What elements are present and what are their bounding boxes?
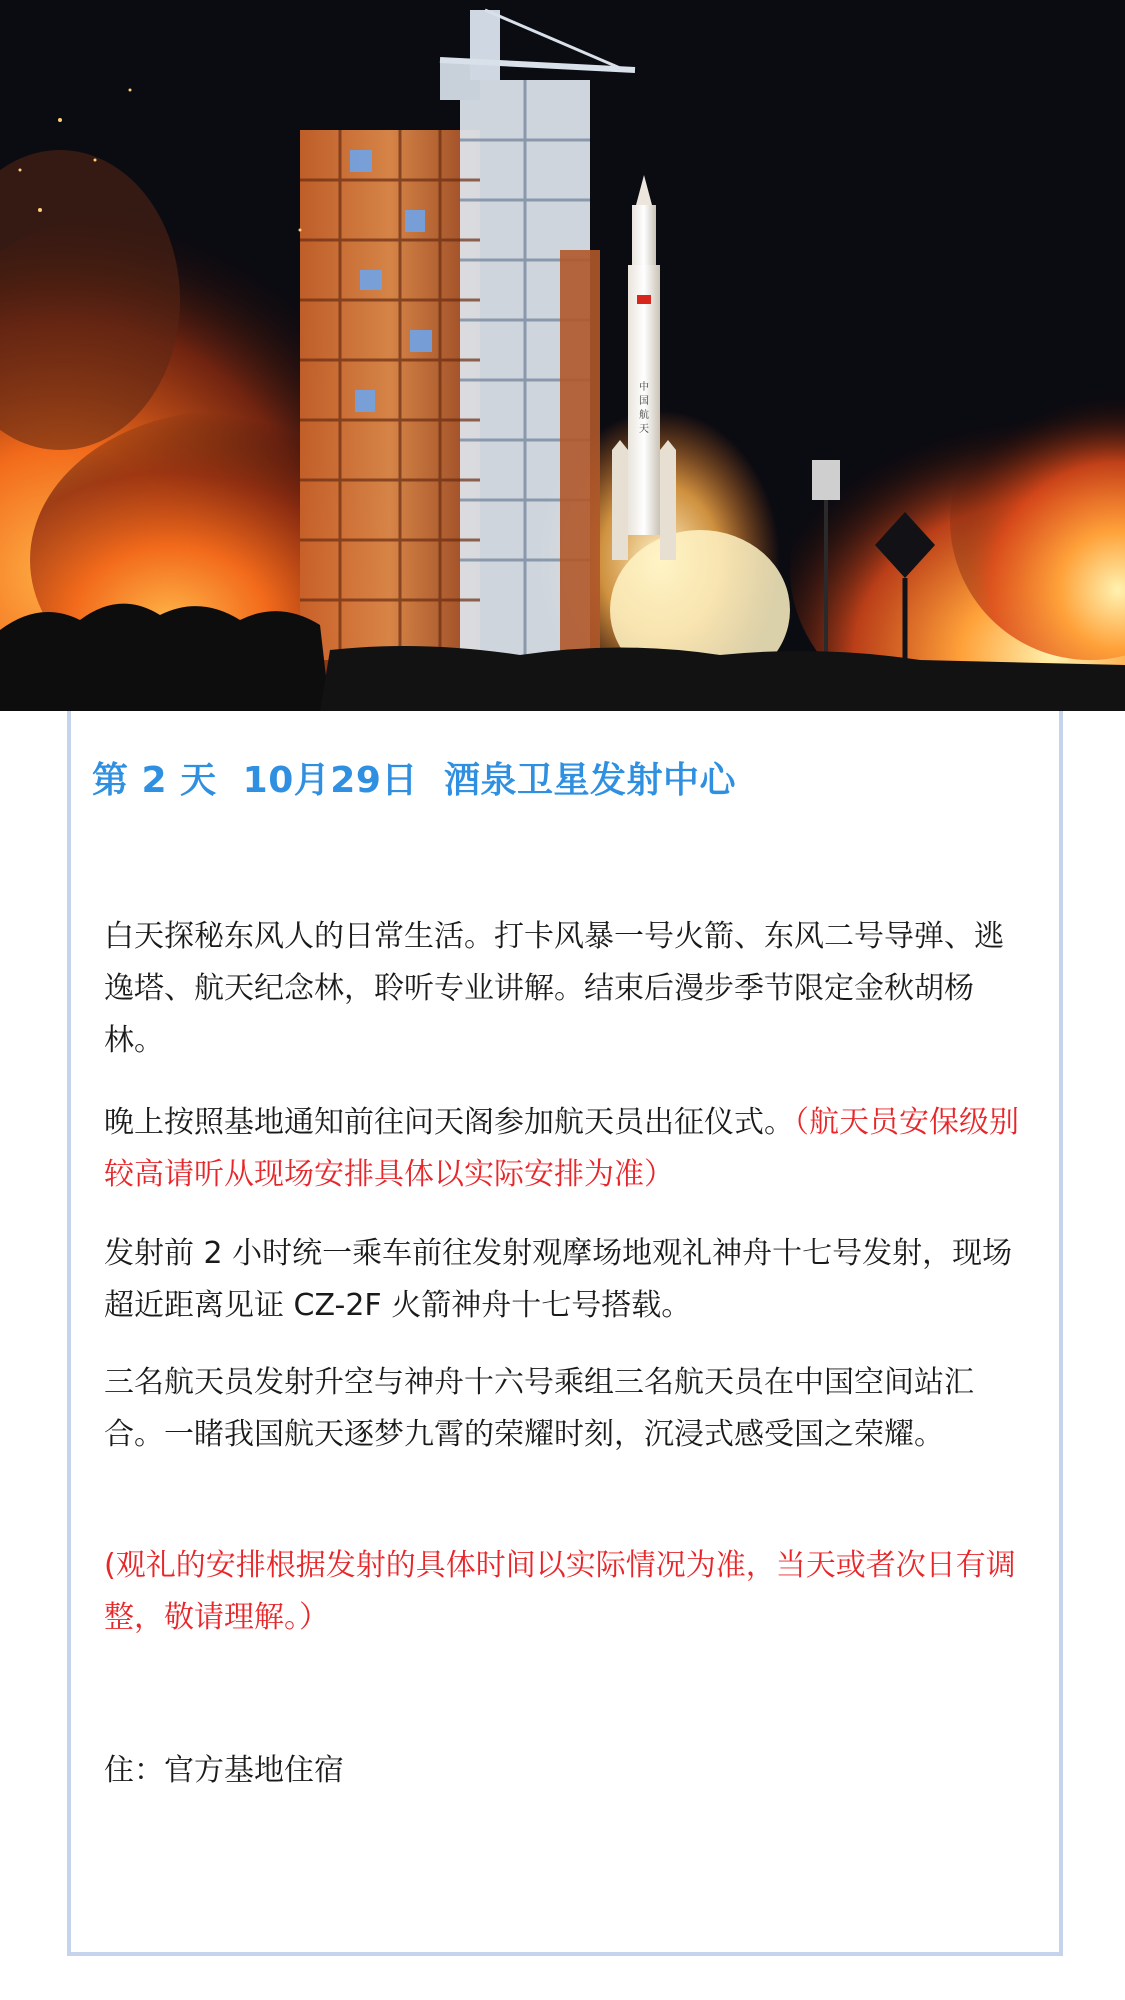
hero-photo [0, 0, 1125, 711]
accommodation: 住：官方基地住宿 [104, 1753, 344, 1788]
rocket-text: 中 [639, 382, 649, 393]
paragraph-evening [104, 1097, 1024, 1201]
security-note: （航天员安保级别较高请听从现场安排具体以实际安排为准） [104, 1105, 1019, 1192]
svg-text:航: 航 [639, 410, 649, 421]
rocket-launch-illustration [0, 0, 1125, 711]
evening-text: 晚上按照基地通知前往问天阁参加航天员出征仪式。 [104, 1105, 794, 1140]
paragraph-daytime: 白天探秘东风人的日常生活。打卡风暴一号火箭、东风二号导弹、逃逸塔、航天纪念林，聆听专业讲解。结束后漫步季节限定金秋胡杨林。 [104, 919, 1004, 1058]
paragraph-launch: 发射前 2 小时统一乘车前往发射观摩场地观礼神舟十七号发射，现场超近距离见证 CZ-2F 火箭神舟十七号搭载。 [104, 1236, 1013, 1323]
day-title: 第 2 天 10月29日 酒泉卫星发射中心 [92, 760, 736, 801]
paragraph-schedule-note: (观礼的安排根据发射的具体时间以实际情况为准，当天或者次日有调整，敬请理解。） [104, 1548, 1016, 1635]
svg-text:国: 国 [639, 396, 649, 407]
svg-text:天: 天 [639, 424, 649, 435]
paragraph-astronauts: 三名航天员发射升空与神舟十六号乘组三名航天员在中国空间站汇合。一睹我国航天逐梦九霄的荣耀时刻，沉浸式感受国之荣耀。 [104, 1365, 974, 1452]
